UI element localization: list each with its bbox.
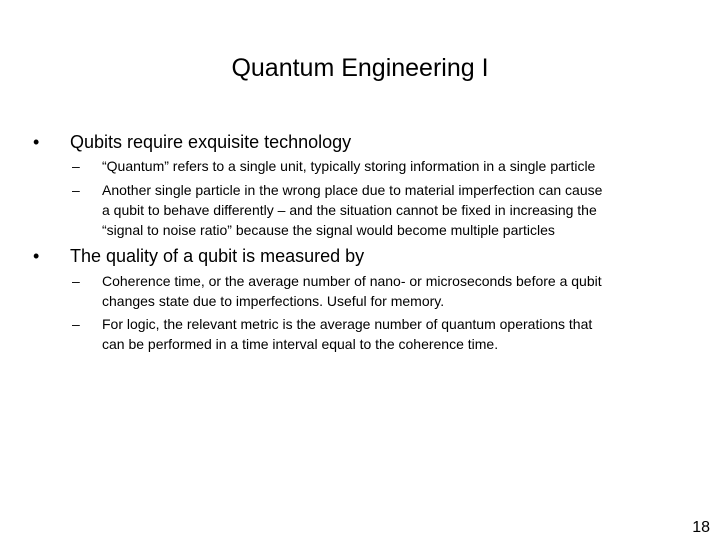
bullet-marker: • — [33, 132, 40, 152]
dash-marker: – — [72, 158, 80, 174]
bullet-marker: • — [33, 246, 40, 266]
sub-bullet-text — [102, 314, 682, 354]
dash-marker: – — [72, 316, 80, 332]
sub-bullet-item — [72, 271, 682, 311]
bullet-text: The quality of a qubit is measured by — [70, 246, 365, 266]
text-line: “Quantum” refers to a single unit, typically storing information in a single particle — [102, 158, 596, 174]
text-line: can be performed in a time interval equal to the coherence time. — [102, 336, 499, 352]
text-line: Another single particle in the wrong place due to material imperfection can cause — [102, 182, 603, 198]
sub-bullet-item — [72, 156, 682, 176]
text-line: “signal to noise ratio” because the signal would become multiple particles — [102, 222, 555, 238]
slide-title: Quantum Engineering I — [231, 54, 489, 82]
sub-bullet-text — [102, 180, 682, 240]
dash-marker: – — [72, 182, 80, 198]
sub-bullet-text — [102, 271, 682, 311]
sub-bullet-item — [72, 180, 682, 240]
text-line: changes state due to imperfections. Useful for memory. — [102, 293, 445, 309]
slide-number: 18 — [692, 519, 710, 536]
dash-marker: – — [72, 273, 80, 289]
text-line: a qubit to behave differently – and the situation cannot be fixed in increasing the — [102, 202, 597, 218]
text-line: Coherence time, or the average number of nano- or microseconds before a qubit — [102, 273, 602, 289]
sub-bullet-item — [72, 314, 682, 354]
text-line: For logic, the relevant metric is the average number of quantum operations that — [102, 316, 593, 332]
sub-bullet-text — [102, 156, 682, 176]
bullet-text: Qubits require exquisite technology — [70, 132, 352, 152]
